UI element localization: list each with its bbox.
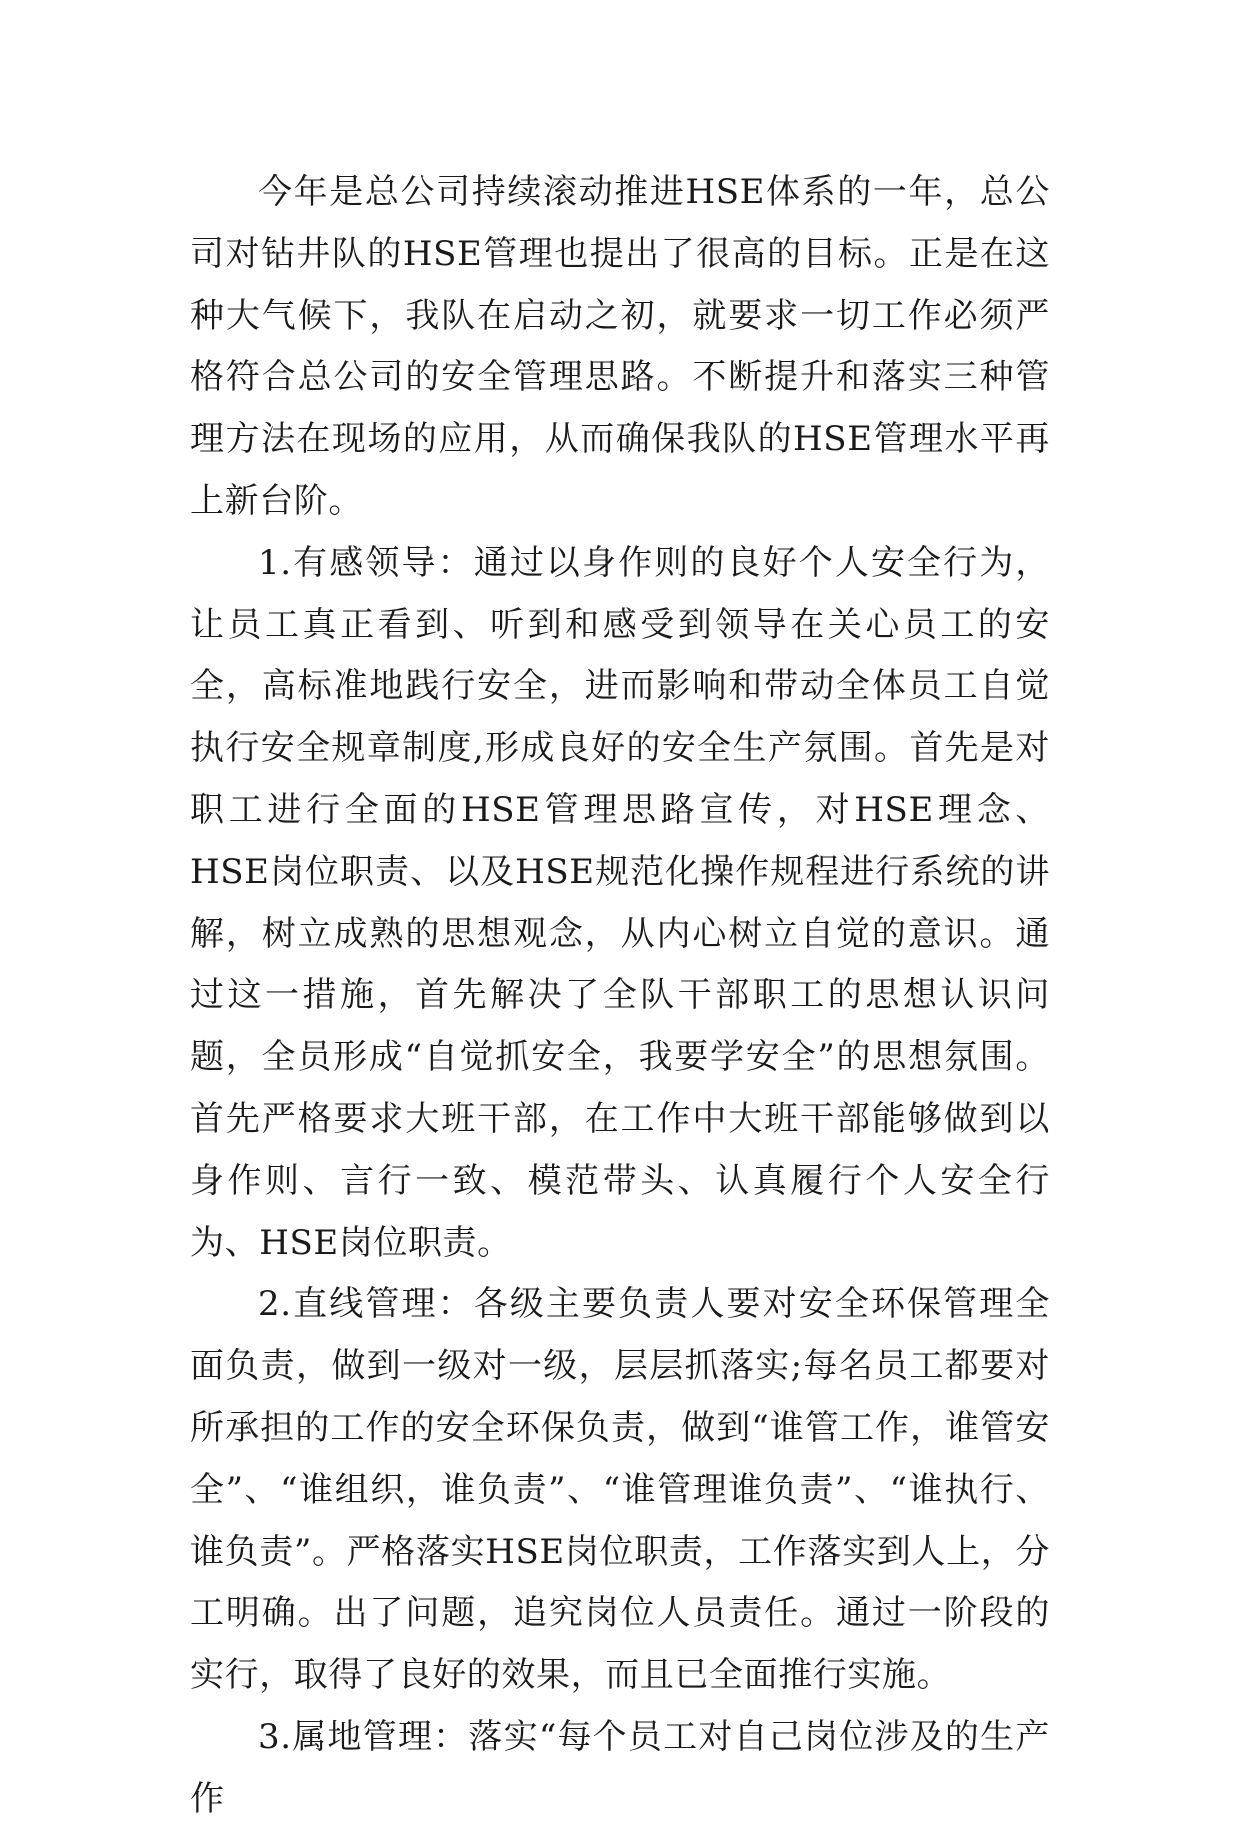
- paragraph-line-management: 2.直线管理：各级主要负责人要对安全环保管理全面负责，做到一级对一级，层层抓落实;每名员工都要对所承担的工作的安全环保负责，做到“谁管工作，谁管安全”、“谁组织，谁负责”、“谁管理谁负责”、“谁执行、谁负责”。严格落实HSE岗位职责，工作落实到人上，分工明确。出了问题，追究岗位人员责任。通过一阶段的实行，取得了良好的效果，而且已全面推行实施。: [190, 1284, 1050, 1696]
- paragraph-intro: 今年是总公司持续滚动推进HSE体系的一年，总公司对钻井队的HSE管理也提出了很高的目标。正是在这种大气候下，我队在启动之初，就要求一切工作必须严格符合总公司的安全管理思路。不断提升和落实三种管理方法在现场的应用，从而确保我队的HSE管理水平再上新台阶。: [190, 172, 1050, 521]
- paragraph-visible-leadership: 1.有感领导：通过以身作则的良好个人安全行为，让员工真正看到、听到和感受到领导在关心员工的安全，高标准地践行安全，进而影响和带动全体员工自觉执行安全规章制度,形成良好的安全生产氛围。首先是对职工进行全面的HSE管理思路宣传，对HSE理念、HSE岗位职责、以及HSE规范化操作规程进行系统的讲解，树立成熟的思想观念，从内心树立自觉的意识。通过这一措施，首先解决了全队干部职工的思想认识问题，全员形成“自觉抓安全，我要学安全”的思想氛围。首先严格要求大班干部，在工作中大班干部能够做到以身作则、言行一致、模范带头、认真履行个人安全行为、HSE岗位职责。: [190, 542, 1050, 1263]
- paragraph-territorial-management: 3.属地管理：落实“每个员工对自己岗位涉及的生产作: [190, 1716, 1050, 1819]
- document-body: [190, 162, 1050, 1831]
